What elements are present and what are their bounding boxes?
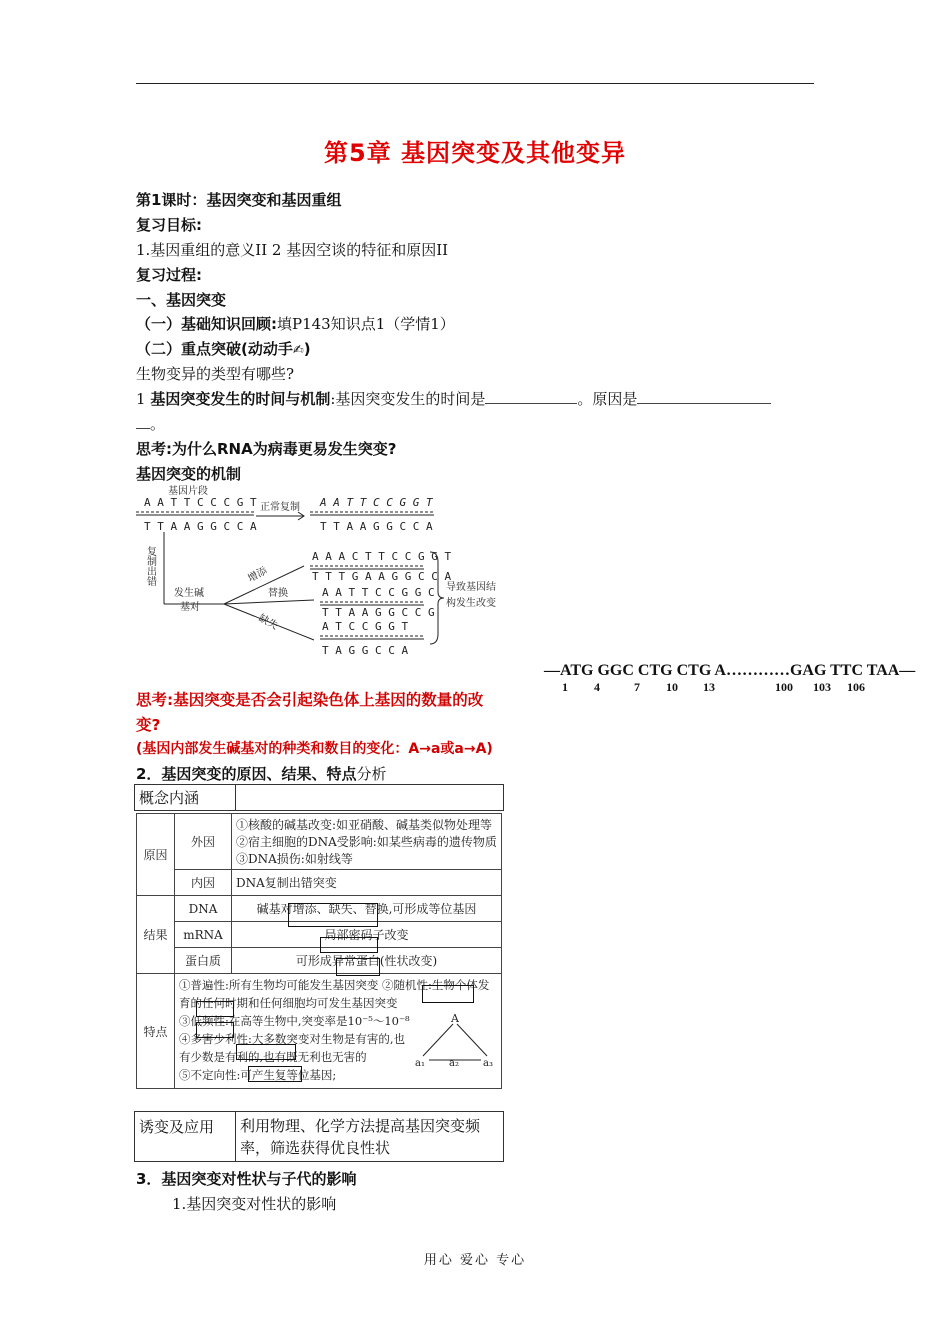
pos-13: 13 — [703, 680, 715, 694]
item1-num: 1 — [136, 390, 146, 408]
item1-text: :基因突变发生的时间是 — [330, 390, 486, 408]
think2-line2: 变? — [136, 716, 161, 734]
hand-icon: ✍ — [292, 343, 304, 358]
pos-106: 106 — [847, 680, 865, 694]
result-cell: 结果 — [137, 896, 175, 974]
induce-text: 利用物理、化学方法提高基因突变频率，筛选获得优良性状 — [236, 1112, 504, 1162]
goals-text: 1.基因重组的意义II 2 基因空谈的特征和原因II — [136, 241, 449, 259]
external-cell: 外因 — [175, 814, 232, 870]
blank-time[interactable] — [485, 389, 577, 404]
cause-cell: 原因 — [137, 814, 175, 896]
sub1-text: 填P143知识点1（学情1） — [277, 315, 455, 333]
item1-end: 。 — [150, 415, 166, 433]
item3-sub: 1.基因突变对性状的影响 — [172, 1195, 337, 1213]
lesson-heading: 第1课时：基因突变和基因重组 — [136, 191, 342, 209]
item3-heading: 3．基因突变对性状与子代的影响 — [136, 1170, 357, 1188]
header-rule — [136, 83, 814, 84]
result-bottom-strand: T T A A G G C C A — [320, 520, 433, 533]
sub-strand-2: T T A A G G C C G — [322, 606, 435, 619]
external-text: ①核酸的碱基改变:如亚硝酸、碱基类似物处理等 ②宿主细胞的DNA受影响:如某些病毒的遗传物质 ③DNA损伤:如射线等 — [232, 814, 502, 870]
del-label: 缺失 — [256, 612, 280, 633]
del-strand-2: T A G G C C A — [322, 644, 409, 657]
cause-label-2: 基对 — [180, 602, 200, 613]
sub1-label: （一）基础知识回顾: — [136, 315, 277, 333]
result-top-strand: A A T T C C G G T — [320, 496, 433, 509]
top-strand: A A T T C C C G T — [144, 496, 257, 509]
allele-triangle-diagram — [415, 1012, 497, 1068]
page-title: 第5章 基因突变及其他变异 — [323, 139, 627, 167]
blank-box-low[interactable] — [196, 1022, 234, 1038]
pos-10: 10 — [666, 680, 678, 694]
protein-cell: 蛋白质 — [175, 948, 232, 974]
pos-7: 7 — [634, 680, 640, 694]
mutation-mechanism-diagram — [134, 484, 514, 662]
page-footer: 用心 爱心 专心 — [423, 1253, 527, 1268]
bottom-strand: T T A A G G C C A — [144, 520, 257, 533]
internal-text: DNA复制出错突变 — [232, 870, 502, 896]
cause-label-1: 发生碱 — [174, 588, 204, 599]
pos-103: 103 — [813, 680, 831, 694]
del-strand-1: A T C C G G T — [322, 620, 409, 633]
blank-box-dna[interactable] — [288, 903, 378, 927]
gene-segment-label: 基因片段 — [168, 486, 208, 497]
mechanism-heading: 基因突变的机制 — [136, 465, 242, 483]
think2-line1: 思考:基因突变是否会引起染色体上基因的数量的改 — [136, 691, 484, 709]
item1-line — [136, 388, 771, 409]
induce-table — [134, 1111, 504, 1162]
tri-a3: a₃ — [483, 1058, 493, 1068]
feature-3: ⑤不定向性:可产生复等位基因; — [179, 1068, 337, 1082]
add-strand-1: A A A C T T C C G G T — [312, 550, 452, 563]
item2-line — [136, 763, 386, 784]
item1-mid: 。原因是 — [577, 390, 638, 408]
blank-box-mrna[interactable] — [320, 937, 378, 953]
item2-heading: 2．基因突变的原因、结果、特点 — [136, 765, 357, 783]
blank-box-random[interactable] — [422, 985, 474, 1003]
blank-box-harmful[interactable] — [236, 1044, 296, 1060]
process-heading: 复习过程: — [136, 266, 202, 284]
sub2-end: ) — [303, 340, 311, 358]
sub2-label: （二）重点突破(动动手 — [136, 340, 293, 358]
item1-bold: 基因突变发生的时间与机制 — [150, 390, 331, 408]
blank-reason[interactable] — [637, 389, 771, 404]
internal-cell: 内因 — [175, 870, 232, 896]
mrna-cell: mRNA — [175, 922, 232, 948]
dna-positions — [544, 678, 924, 698]
blank-box-undirected[interactable] — [248, 1066, 302, 1082]
section1-heading: 一、基因突变 — [136, 291, 227, 309]
concept-value[interactable] — [236, 785, 504, 811]
dna-text: 碱基对增添、缺失、替换,可形成等位基因 — [232, 896, 502, 922]
pos-100: 100 — [775, 680, 793, 694]
goals-heading: 复习目标: — [136, 216, 202, 234]
mutation-analysis-table — [136, 813, 502, 1089]
dna-cell: DNA — [175, 896, 232, 922]
result-label-2: 构发生改变 — [446, 598, 496, 609]
protein-text: 可形成异常蛋白(性状改变) — [232, 948, 502, 974]
pos-1: 1 — [562, 680, 568, 694]
question-types: 生物变异的类型有哪些? — [136, 365, 295, 383]
result-label-1: 导致基因结 — [446, 582, 496, 593]
think1: 思考:为什么RNA为病毒更易发生突变? — [136, 440, 397, 458]
mrna-text: 局部密码子改变 — [232, 922, 502, 948]
normal-copy-label: 正常复制 — [260, 502, 300, 513]
pos-4: 4 — [594, 680, 600, 694]
blank-box-protein[interactable] — [336, 958, 380, 976]
tri-a1: a₁ — [415, 1058, 425, 1068]
concept-label: 概念内涵 — [135, 785, 236, 811]
feature-2: ③低频性:在高等生物中,突变率是10⁻⁵～10⁻⁸ ④多害少利性:大多数突变对生物是有害的,也有少数是有利的,也有既无利也无害的 — [179, 1014, 410, 1064]
sub-strand-1: A A T T C C G G C — [322, 586, 435, 599]
sub1-line — [136, 313, 455, 334]
concept-table — [134, 784, 504, 811]
vertical-label: 复制出错 — [144, 546, 156, 586]
item2-tail: 分析 — [356, 765, 387, 783]
blank-box-universal[interactable] — [196, 1001, 234, 1017]
feature-cell: 特点 — [137, 974, 175, 1089]
sub2-line — [136, 338, 311, 359]
answer2: (基因内部发生碱基对的种类和数目的变化：A→a或a→A) — [136, 741, 493, 757]
sub-label: 替换 — [268, 588, 288, 599]
add-strand-2: T T T G A A G G C C A — [312, 570, 452, 583]
feature-1: ①普遍性:所有生物均可能发生基因突变 ②随机性:生物个体发育的任何时期和任何细胞均可发生基因突变 — [179, 978, 490, 1010]
tri-a: A — [451, 1012, 459, 1025]
add-label: 增添 — [246, 565, 270, 585]
dna-sequence: —ATG GGC CTG CTG A…………GAG TTC TAA— — [544, 662, 916, 679]
induce-label: 诱变及应用 — [135, 1112, 236, 1162]
item1-continue — [136, 413, 165, 434]
blank-reason-cont[interactable] — [136, 414, 150, 429]
tri-a2: a₂ — [449, 1058, 459, 1068]
